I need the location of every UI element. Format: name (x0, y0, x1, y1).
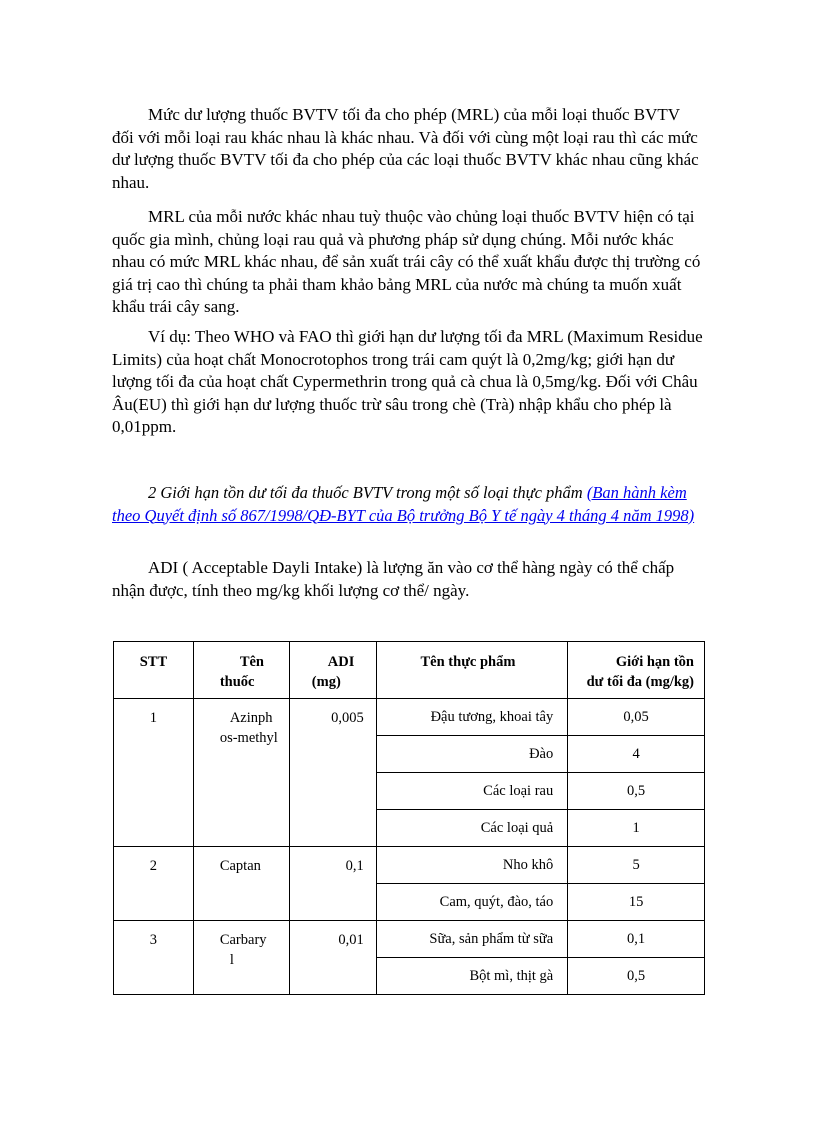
header-drug-name-line1: Tên (239, 654, 264, 670)
cell-food: Đậu tương, khoai tây (376, 699, 568, 736)
cell-drug-name-line2: os-methyl (219, 730, 278, 746)
paragraph-mrl-countries: MRL của mỗi nước khác nhau tuỳ thuộc vào chủng loại thuốc BVTV hiện có tại quốc gia mình, chủng loại rau quả và phương pháp sử dụng chúng. Mỗi nước khác nhau có mức MRL khác nhau, để sản xuất trái cây có thể xuất khẩu được thị trường có giá trị cao thì chúng ta phải tham khảo bảng MRL của nước mà chúng ta muốn xuất khẩu trái cây sang. (112, 207, 701, 316)
table-row (114, 847, 705, 884)
paragraph-adi-definition: ADI ( Acceptable Dayli Intake) là lượng ăn vào cơ thể hàng ngày có thể chấp nhận được, tính theo mg/kg khối lượng cơ thể/ ngày. (112, 558, 675, 600)
cell-limit: 0,5 (568, 773, 705, 810)
cell-limit: 1 (568, 810, 705, 847)
header-limit-line2: dư tối đa (mg/kg) (586, 674, 694, 690)
table-row (114, 699, 705, 736)
cell-food: Cam, quýt, đào, táo (376, 884, 568, 921)
cell-drug-name (193, 699, 289, 847)
cell-drug-name (193, 921, 289, 995)
cell-limit: 0,1 (568, 921, 705, 958)
mrl-table (113, 641, 705, 995)
cell-food: Nho khô (376, 847, 568, 884)
header-adi (289, 642, 376, 699)
header-adi-line2: (mg) (311, 674, 341, 690)
cell-drug-name-line1: Carbary (219, 932, 267, 948)
cell-food: Các loại quả (376, 810, 568, 847)
cell-adi: 0,1 (289, 847, 376, 921)
header-adi-line1: ADI (327, 654, 355, 670)
cell-food: Đào (376, 736, 568, 773)
table-row (114, 921, 705, 958)
header-food: Tên thực phẩm (376, 642, 568, 699)
cell-drug-name-line1: Captan (219, 858, 261, 874)
section-heading (112, 482, 704, 527)
header-drug-name (193, 642, 289, 699)
cell-food: Các loại rau (376, 773, 568, 810)
cell-limit: 0,5 (568, 958, 705, 995)
cell-stt: 1 (114, 699, 194, 847)
cell-limit: 5 (568, 847, 705, 884)
header-limit (568, 642, 705, 699)
cell-drug-name (193, 847, 289, 921)
table-header-row (114, 642, 705, 699)
paragraph-mrl-intro: Mức dư lượng thuốc BVTV tối đa cho phép (MRL) của mỗi loại thuốc BVTV đối với mỗi loại rau khác nhau là khác nhau. Và đối với cùng một loại rau thì các mức dư lượng thuốc BVTV tối đa cho phép của các loại thuốc BVTV khác nhau cũng khác nhau. (112, 105, 699, 192)
header-drug-name-line2: thuốc (219, 674, 255, 690)
cell-limit: 4 (568, 736, 705, 773)
header-limit-line1: Giới hạn tồn (615, 654, 694, 670)
cell-food: Sữa, sản phẩm từ sữa (376, 921, 568, 958)
header-stt: STT (114, 642, 194, 699)
cell-stt: 3 (114, 921, 194, 995)
cell-adi: 0,005 (289, 699, 376, 847)
cell-adi: 0,01 (289, 921, 376, 995)
cell-drug-name-line2: l (229, 952, 234, 968)
cell-limit: 15 (568, 884, 705, 921)
cell-drug-name-line1: Azinph (229, 710, 273, 726)
cell-food: Bột mì, thịt gà (376, 958, 568, 995)
paragraph-example: Ví dụ: Theo WHO và FAO thì giới hạn dư lượng tối đa MRL (Maximum Residue Limits) của hoạt chất Monocrotophos trong trái cam quýt là 0,2mg/kg; giới hạn dư lượng tối đa của hoạt chất Cypermethrin trong quả cà chua là 0,5mg/kg. Đối với Châu Âu(EU) thì giới hạn dư lượng thuốc trừ sâu trong chè (Trà) nhập khẩu cho phép là 0,01ppm. (112, 327, 703, 436)
cell-stt: 2 (114, 847, 194, 921)
section-heading-text: 2 Giới hạn tồn dư tối đa thuốc BVTV trong một số loại thực phẩm (148, 483, 587, 502)
cell-limit: 0,05 (568, 699, 705, 736)
decision-reference-link[interactable]: (Ban hành kèm theo Quyết định số 867/1998/QĐ-BYT của Bộ trưởng Bộ Y tế ngày 4 tháng 4 năm 1998) (112, 483, 695, 525)
